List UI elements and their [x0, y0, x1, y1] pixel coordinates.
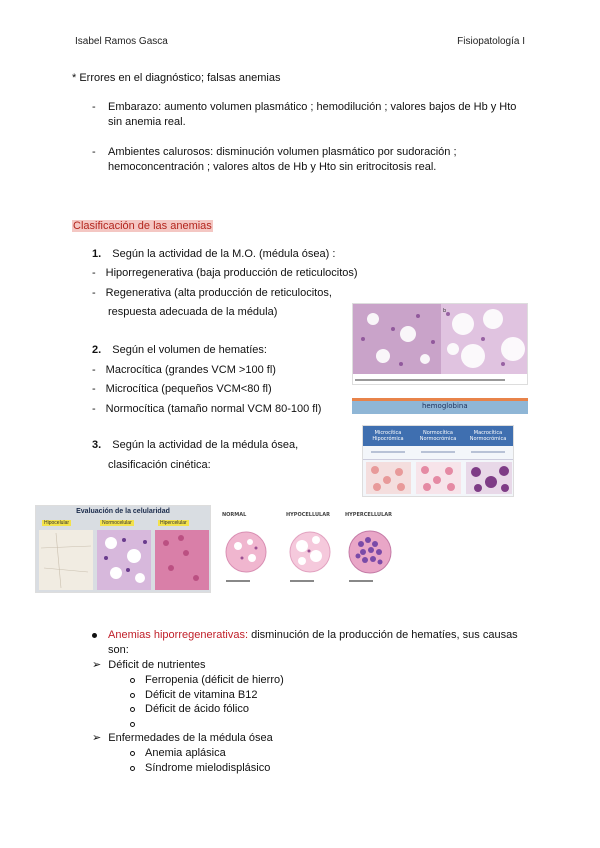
cellularity-figure [35, 505, 211, 593]
errors-title: * Errores en el diagnóstico; falsas anemias [72, 72, 281, 84]
marrow-hypocellular-figure [286, 512, 334, 592]
hemoglobin-bar [352, 398, 528, 414]
list-item-text: Macrocítica (grandes VCM >100 fl) [105, 364, 276, 376]
section-2-number: 2. [92, 344, 102, 356]
marrow-normal-figure [222, 512, 270, 592]
errors-item-2-line2: hemoconcentración ; valores altos de Hb y Hto sin eritrocitosis real. [108, 161, 437, 173]
circle-bullet-icon [130, 707, 135, 712]
section-2-title [92, 343, 267, 358]
classification-heading [72, 219, 213, 234]
marrow-label: HYPERCELLULAR [345, 512, 392, 518]
list-item: - Hiporregenerativa (baja producción de reticulocitos) [92, 267, 358, 279]
classification-heading-text: Clasificación de las anemias [73, 220, 212, 232]
header-subject: Fisiopatología I [457, 36, 525, 47]
section-3-title-cont: clasificación cinética: [108, 459, 211, 471]
table-header: Microcítica Hipocrómica [372, 430, 404, 442]
errors-item-2-line1: Ambientes calurosos: disminución volumen plasmático por sudoración ; [108, 146, 457, 158]
circle-bullet-icon [130, 678, 135, 683]
bullet-icon [92, 633, 97, 638]
list-item [130, 702, 249, 717]
section-2-text: Según el volumen de hematíes: [112, 344, 267, 356]
errors-item-1: - Embarazo: aumento volumen plasmático ; hemodilución ; valores bajos de Hb y Hto sin anemia real. [92, 100, 552, 130]
table-header: Macrocítica Normocrómica [469, 430, 507, 442]
list-item-text: Microcítica (pequeños VCM<80 fl) [105, 383, 272, 395]
list-item [130, 688, 258, 703]
arrow-bullet-icon: ➢ [92, 732, 102, 744]
cellularity-label: Normocelular [102, 520, 132, 526]
cellularity-label: Hipercelular [160, 520, 187, 526]
group-title [92, 731, 273, 746]
list-item-text: Déficit de ácido fólico [145, 703, 249, 715]
anemia-types-table [362, 425, 514, 497]
list-item [130, 717, 145, 732]
list-item [130, 761, 270, 776]
cellularity-title: Evaluación de la celularidad [76, 508, 170, 515]
marrow-label: NORMAL [222, 512, 247, 518]
list-item-text: Normocítica (tamaño normal VCM 80-100 fl) [105, 403, 322, 415]
cellularity-label: Hipocelular [44, 520, 70, 526]
circle-bullet-icon [130, 693, 135, 698]
errors-item-1-line2: sin anemia real. [108, 116, 186, 128]
marrow-histology-image [352, 303, 528, 385]
list-item: - Regenerativa (alta producción de reticulocitos, [92, 287, 332, 299]
hypo-desc: disminución de la producción de hematíes, sus causas [248, 629, 518, 641]
list-item [130, 746, 226, 761]
hemoglobin-label: hemoglobina [422, 402, 468, 410]
hypo-desc-cont: son: [108, 644, 129, 656]
table-header: Normocítica Normocrómica [419, 430, 457, 442]
cellularity-images [36, 528, 211, 593]
list-item-text: Ferropenia (déficit de hierro) [145, 674, 284, 686]
group-title-text: Déficit de nutrientes [108, 659, 206, 671]
list-item: - Normocítica (tamaño normal VCM 80-100 fl) [92, 403, 322, 415]
errors-item-1-line1: Embarazo: aumento volumen plasmático ; hemodilución ; valores bajos de Hb y Hto [108, 101, 517, 113]
section-1-title [92, 247, 335, 262]
svg-text:b: b [443, 308, 447, 314]
circle-bullet-icon [130, 751, 135, 756]
list-item [130, 673, 284, 688]
hypo-term: Anemias hiporregenerativas: [108, 629, 249, 641]
list-item-text: Síndrome mielodisplásico [145, 762, 271, 774]
arrow-bullet-icon: ➢ [92, 659, 102, 671]
list-item-text: Déficit de vitamina B12 [145, 689, 258, 701]
header-author: Isabel Ramos Gasca [75, 36, 168, 47]
circle-bullet-icon [130, 722, 135, 727]
blood-smear-images [363, 460, 514, 497]
section-3-number: 3. [92, 439, 102, 451]
marrow-hypercellular-figure [345, 512, 395, 592]
circle-bullet-icon [130, 766, 135, 771]
list-item-text: Anemia aplásica [145, 747, 226, 759]
list-item-text: Hiporregenerativa (baja producción de reticulocitos) [105, 267, 358, 279]
list-item: - Microcítica (pequeños VCM<80 fl) [92, 383, 272, 395]
section-1-text: Según la actividad de la M.O. (médula ósea) : [112, 248, 336, 260]
errors-item-2: - Ambientes calurosos: disminución volumen plasmático por sudoración ; hemoconcentración ; valores altos de Hb y Hto sin eritrocitosis real. [92, 145, 552, 175]
group-title-text: Enfermedades de la médula ósea [108, 732, 273, 744]
hypo-section [92, 628, 532, 658]
marrow-label: HYPOCELLULAR [286, 512, 330, 518]
list-item-text: Regenerativa (alta producción de reticulocitos, [105, 287, 332, 299]
group-title [92, 658, 206, 673]
list-item: - Macrocítica (grandes VCM >100 fl) [92, 364, 276, 376]
list-item-continuation: respuesta adecuada de la médula) [108, 306, 278, 318]
section-3-text: Según la actividad de la médula ósea, [112, 439, 299, 451]
section-3-title [92, 438, 298, 453]
section-1-number: 1. [92, 248, 102, 260]
